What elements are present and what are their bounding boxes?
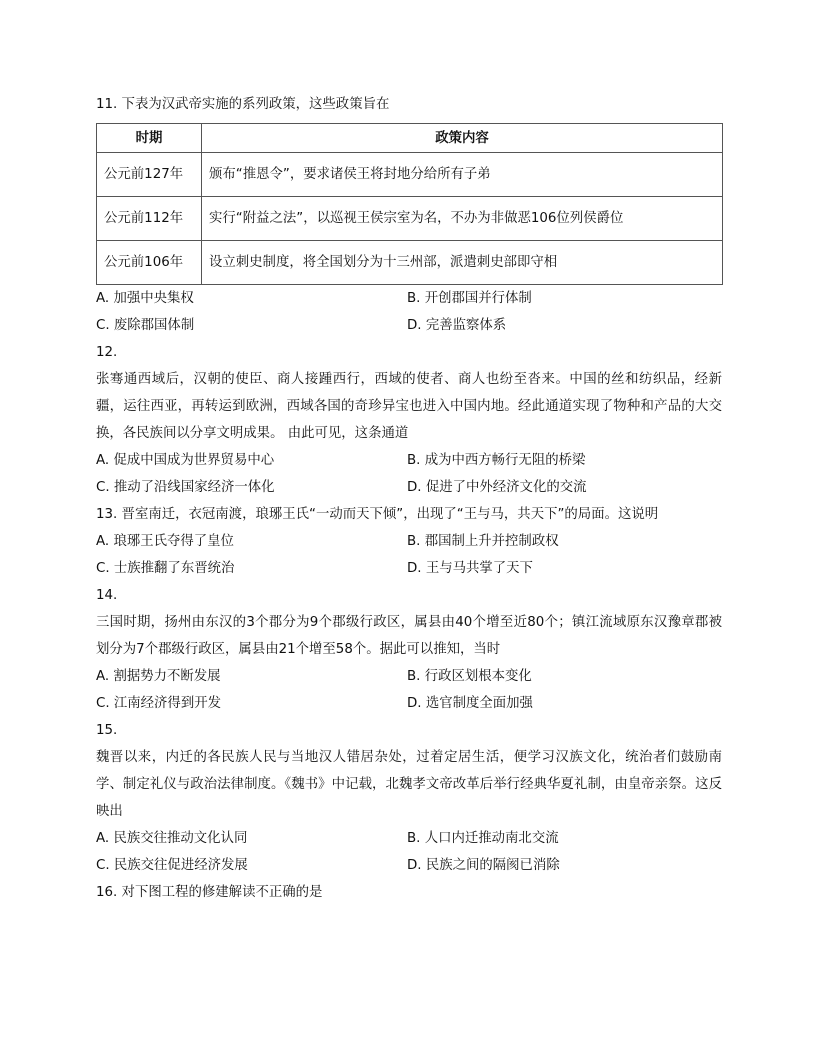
table-row: [97, 197, 723, 241]
option-b[interactable]: B. 开创郡国并行体制: [407, 291, 532, 306]
table-header-policy: 政策内容: [202, 124, 723, 153]
option-d[interactable]: D. 促进了中外经济文化的交流: [407, 480, 587, 495]
question-13-options: [96, 528, 722, 582]
option-b[interactable]: B. 郡国制上升并控制政权: [407, 534, 559, 549]
option-c[interactable]: C. 废除郡国体制: [96, 318, 195, 333]
option-b[interactable]: B. 人口内迁推动南北交流: [407, 831, 559, 846]
table-header-period: 时期: [97, 124, 202, 153]
question-13-stem: 13. 晋室南迁，衣冠南渡，琅琊王氏“一动而天下倾”，出现了“王与马，共天下”的局面。这说明: [96, 507, 659, 522]
table-cell-period: 公元前106年: [97, 241, 202, 285]
table-cell-period: 公元前112年: [97, 197, 202, 241]
option-c[interactable]: C. 士族推翻了东晋统治: [96, 561, 235, 576]
table-cell-policy: 设立刺史制度，将全国划分为十三州部，派遣刺史部即守相: [202, 241, 723, 285]
option-d[interactable]: D. 选官制度全面加强: [407, 696, 533, 711]
policy-table: [96, 123, 723, 285]
question-14-options: [96, 663, 722, 717]
option-c[interactable]: C. 江南经济得到开发: [96, 696, 221, 711]
question-11-stem: 11. 下表为汉武帝实施的系列政策，这些政策旨在: [96, 97, 390, 112]
option-a[interactable]: A. 促成中国成为世界贸易中心: [96, 453, 275, 468]
question-15-stem: 魏晋以来，内迁的各民族人民与当地汉人错居杂处，过着定居生活，便学习汉族文化，统治者们鼓励南学、制定礼仪与政治法律制度。《魏书》中记载，北魏孝文帝改革后举行经典华夏礼制，由皇帝亲祭。这反映出: [96, 750, 722, 819]
question-15-options: [96, 825, 722, 879]
table-cell-policy: 实行“附益之法”，以巡视王侯宗室为名，不办为非做恶106位列侯爵位: [202, 197, 723, 241]
question-11: [96, 91, 722, 339]
table-cell-policy: 颁布“推恩令”，要求诸侯王将封地分给所有子弟: [202, 153, 723, 197]
question-14-stem: 三国时期，扬州由东汉的3个郡分为9个郡级行政区，属县由40个增至近80个；镇江流域原东汉豫章郡被划分为7个郡级行政区，属县由21个增至58个。据此可以推知，当时: [96, 615, 722, 657]
option-d[interactable]: D. 王与马共掌了天下: [407, 561, 533, 576]
question-14: [96, 582, 722, 717]
question-16: [96, 879, 722, 906]
option-d[interactable]: D. 完善监察体系: [407, 318, 507, 333]
option-b[interactable]: B. 行政区划根本变化: [407, 669, 532, 684]
question-12-options: [96, 447, 722, 501]
table-header-row: [97, 124, 723, 153]
option-a[interactable]: A. 割据势力不断发展: [96, 669, 221, 684]
question-15: [96, 717, 722, 879]
option-c[interactable]: C. 推动了沿线国家经济一体化: [96, 480, 275, 495]
table-cell-period: 公元前127年: [97, 153, 202, 197]
option-d[interactable]: D. 民族之间的隔阂已消除: [407, 858, 560, 873]
table-row: [97, 241, 723, 285]
question-11-options: [96, 285, 722, 339]
question-12: [96, 339, 722, 501]
question-13: [96, 501, 722, 582]
question-14-number: 14.: [96, 588, 118, 603]
option-a[interactable]: A. 琅琊王氏夺得了皇位: [96, 534, 234, 549]
option-c[interactable]: C. 民族交往促进经济发展: [96, 858, 248, 873]
question-12-stem: 张骞通西域后，汉朝的使臣、商人接踵西行，西域的使者、商人也纷至沓来。中国的丝和纺织品，经新疆，运往西亚，再转运到欧洲，西域各国的奇珍异宝也进入中国内地。经此通道实现了物种和产品的大交换，各民族间以分享文明成果。 由此可见，这条通道: [96, 372, 722, 441]
option-a[interactable]: A. 加强中央集权: [96, 291, 194, 306]
question-12-number: 12.: [96, 345, 118, 360]
exam-page: [96, 91, 722, 906]
option-b[interactable]: B. 成为中西方畅行无阻的桥梁: [407, 453, 586, 468]
option-a[interactable]: A. 民族交往推动文化认同: [96, 831, 248, 846]
question-15-number: 15.: [96, 723, 118, 738]
question-16-stem: 16. 对下图工程的修建解读不正确的是: [96, 885, 323, 900]
table-row: [97, 153, 723, 197]
